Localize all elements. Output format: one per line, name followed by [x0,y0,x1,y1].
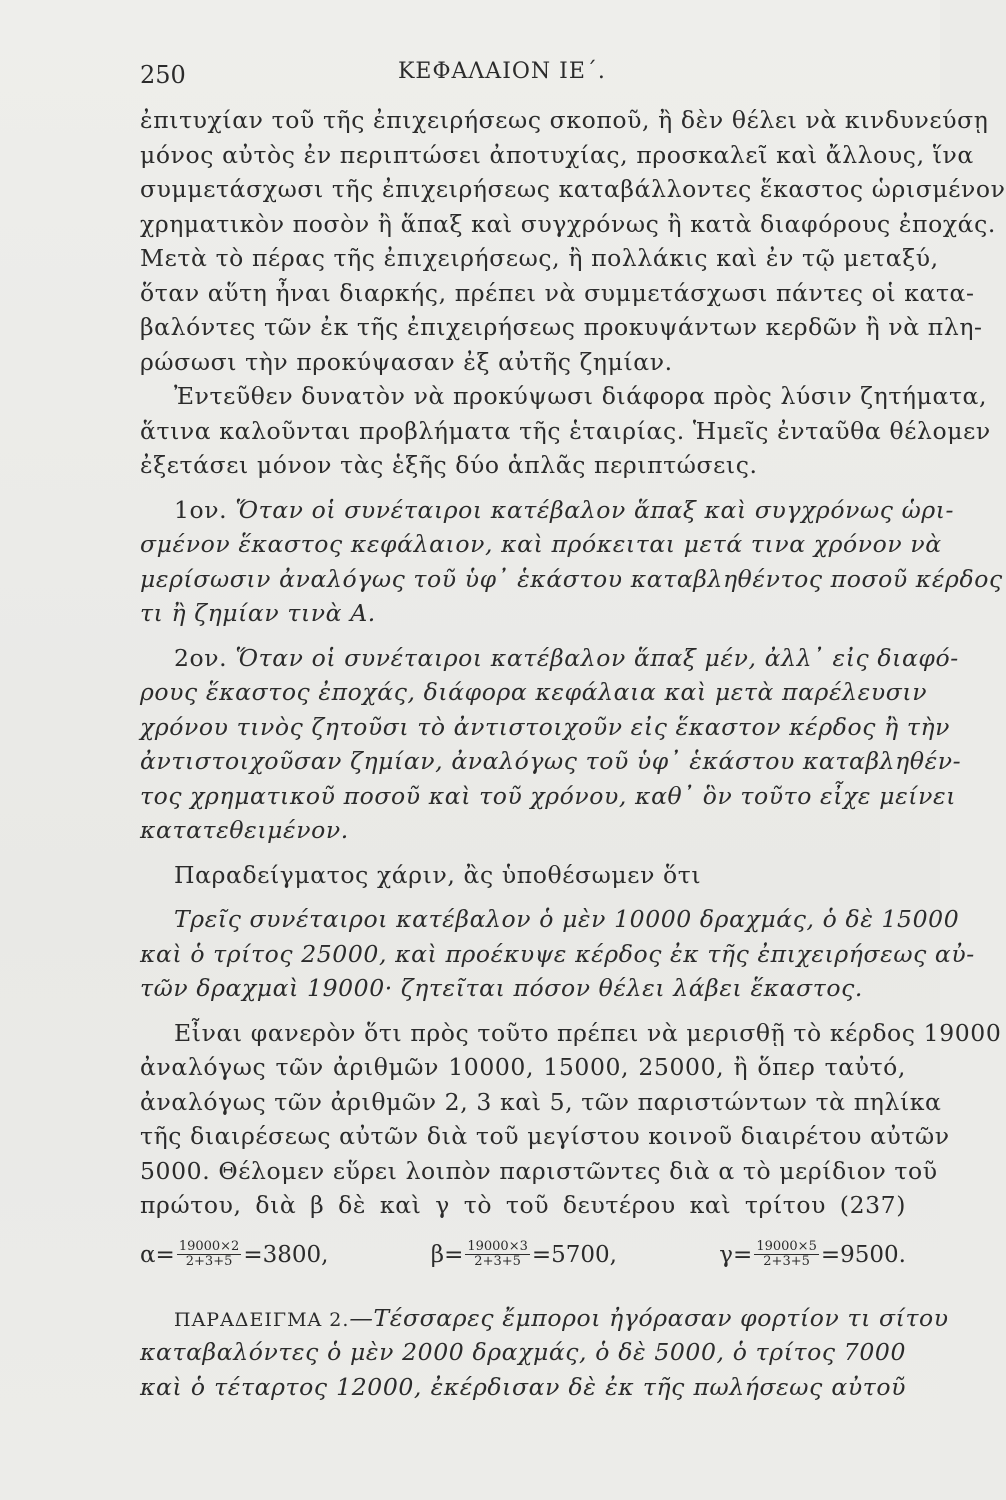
text-line: χρόνου τινὸς ζητοῦσι τὸ ἀντιστοιχοῦν εἰς ἕκαστον κέρδος ἢ τὴν [140,712,951,741]
page-header [0,55,940,91]
text-line: ἀναλόγως τῶν ἀριθμῶν 10000, 15000, 25000, ἢ ὅπερ ταὐτό, [140,1053,906,1081]
formula-var: β= [430,1241,464,1268]
page-body [140,103,1006,1404]
text-line: καταβαλόντες ὁ μὲν 2000 δραχμάς, ὁ δὲ 5000, ὁ τρίτος 7000 [140,1338,906,1366]
text-line: πρώτου, διὰ β δὲ καὶ γ τὸ τοῦ δευτέρου καὶ τρίτου (237) [140,1191,906,1219]
formula-term [140,1231,328,1279]
formula-term [431,1231,617,1279]
text-line: τος χρηματικοῦ ποσοῦ καὶ τοῦ χρόνου, καθ᾽ ὃν τοῦτο εἶχε μείνει [140,781,957,810]
text-line [140,1301,949,1336]
text-line: ἐπιτυχίαν τοῦ τῆς ἐπιχειρήσεως σκοποῦ, ἢ δὲν θέλει νὰ κινδυνεύσῃ [140,106,989,134]
fraction-denominator: 2+3+5 [185,1254,233,1269]
formula-result: =3800, [243,1241,329,1268]
case-one [140,493,1003,631]
text-line: ἐξετάσει μόνον τὰς ἑξῆς δύο ἁπλᾶς περιπτώσεις. [140,451,758,479]
formula-line [140,1231,906,1279]
paragraph-problems [140,379,991,483]
text-line [140,641,959,676]
case-two [140,641,962,848]
page-number: 250 [140,61,186,89]
text-line: ἅτινα καλοῦνται προβλήματα τῆς ἑταιρίας. Ἡμεῖς ἐνταῦθα θέλομεν [140,416,991,445]
example-two [140,1301,949,1405]
formula-result: =5700, [531,1241,617,1268]
case-number: 1ον. [174,495,228,524]
text-line: 5000. Θέλομεν εὕρει λοιπὸν παριστῶντες διὰ α τὸ μερίδιον τοῦ [140,1156,938,1185]
text-line: ρώσωσι τὴν προκύψασαν ἐξ αὐτῆς ζημίαν. [140,347,673,376]
fraction-denominator: 2+3+5 [474,1254,521,1269]
text-line: Εἶναι φανερὸν ὅτι πρὸς τοῦτο πρέπει νὰ μερισθῇ τὸ κέρδος 19000 [174,1018,1002,1047]
paragraph-intro [140,103,1006,379]
case-text: Ὅταν οἱ συνέταιροι κατέβαλον ἅπαξ μέν, ἀλλ᾽ εἰς διαφό- [235,643,959,672]
text-line: βαλόντες τῶν ἐκ τῆς ἐπιχειρήσεως προκυψάντων κερδῶν ἢ νὰ πλη- [140,313,983,341]
text-line: Ἐντεῦθεν δυνατὸν νὰ προκύψωσι διάφορα πρὸς λύσιν ζητήματα, [174,382,988,410]
example-text: —Τέσσαρες ἔμποροι ἠγόρασαν φορτίον τι σίτου [349,1303,949,1332]
example-label: ΠΑΡΑΔΕΙΓΜΑ 2. [174,1308,350,1331]
fraction [177,1240,242,1269]
fraction-numerator: 19000×3 [467,1239,528,1254]
text-line: μόνος αὐτὸς ἐν περιπτώσει ἀποτυχίας, προσκαλεῖ καὶ ἄλλους, ἵνα [140,140,974,169]
text-line: ὅταν αὕτη ἦναι διαρκής, πρέπει νὰ συμμετάσχωσι πάντες οἱ κατα- [140,278,975,307]
text-line: σμένον ἕκαστος κεφάλαιον, καὶ πρόκειται μετά τινα χρόνον νὰ [140,530,942,558]
text-line [140,493,955,528]
fraction-denominator: 2+3+5 [763,1254,810,1269]
formula-var: α= [140,1241,175,1268]
case-text: Ὅταν οἱ συνέταιροι κατέβαλον ἅπαξ καὶ συγχρόνως ὡρι- [235,495,955,524]
formula-result: =9500. [820,1241,906,1268]
text-line: χρηματικὸν ποσὸν ἢ ἅπαξ καὶ συγχρόνως ἢ κατὰ διαφόρους ἐποχάς. [140,209,996,238]
paragraph-solution [140,1016,1002,1223]
example-one [140,902,975,1006]
case-number: 2ον. [174,643,228,672]
formula-term [719,1231,906,1279]
text-line: καὶ ὁ τέταρτος 12000, ἐκέρδισαν δὲ ἐκ τῆς πωλήσεως αὐτοῦ [140,1372,906,1401]
text-line: τῆς διαιρέσεως αὐτῶν διὰ τοῦ μεγίστου κοινοῦ διαιρέτου αὐτῶν [140,1122,950,1150]
text-line: κατατεθειμένον. [140,816,349,844]
text-line: ἀναλόγως τῶν ἀριθμῶν 2, 3 καὶ 5, τῶν παριστώντων τὰ πηλίκα [140,1087,942,1116]
fraction [754,1240,819,1269]
formula-var: γ= [719,1241,753,1268]
fraction [465,1240,530,1269]
text-line: ρους ἕκαστος ἐποχάς, διάφορα κεφάλαια καὶ μετὰ παρέλευσιν [140,678,928,706]
text-line: ἀντιστοιχοῦσαν ζημίαν, ἀναλόγως τοῦ ὑφ᾽ ἑκάστου καταβληθέν- [140,747,962,775]
text-line: Παραδείγματος χάριν, ἂς ὑποθέσωμεν ὅτι [174,860,702,889]
chapter-title: ΚΕΦΑΛΑΙΟΝ ΙΕ΄. [398,59,606,84]
text-line: καὶ ὁ τρίτος 25000, καὶ προέκυψε κέρδος ἐκ τῆς ἐπιχειρήσεως αὐ- [140,939,975,968]
fraction-numerator: 19000×2 [178,1239,240,1254]
text-line: τῶν δραχμαὶ 19000· ζητεῖται πόσον θέλει λάβει ἕκαστος. [140,974,863,1002]
text-line: μερίσωσιν ἀναλόγως τοῦ ὑφ᾽ ἑκάστου καταβληθέντος ποσοῦ κέρδος [140,564,1003,593]
text-line: Μετὰ τὸ πέρας τῆς ἐπιχειρήσεως, ἢ πολλάκις καὶ ἐν τῷ μεταξύ, [140,244,939,272]
fraction-numerator: 19000×5 [756,1239,817,1254]
text-line: τι ἢ ζημίαν τινὰ Α. [140,599,376,627]
text-line: Τρεῖς συνέταιροι κατέβαλον ὁ μὲν 10000 δραχμάς, ὁ δὲ 15000 [174,905,960,933]
text-line: συμμετάσχωσι τῆς ἐπιχειρήσεως καταβάλλοντες ἕκαστος ὡρισμένον [140,175,1006,203]
